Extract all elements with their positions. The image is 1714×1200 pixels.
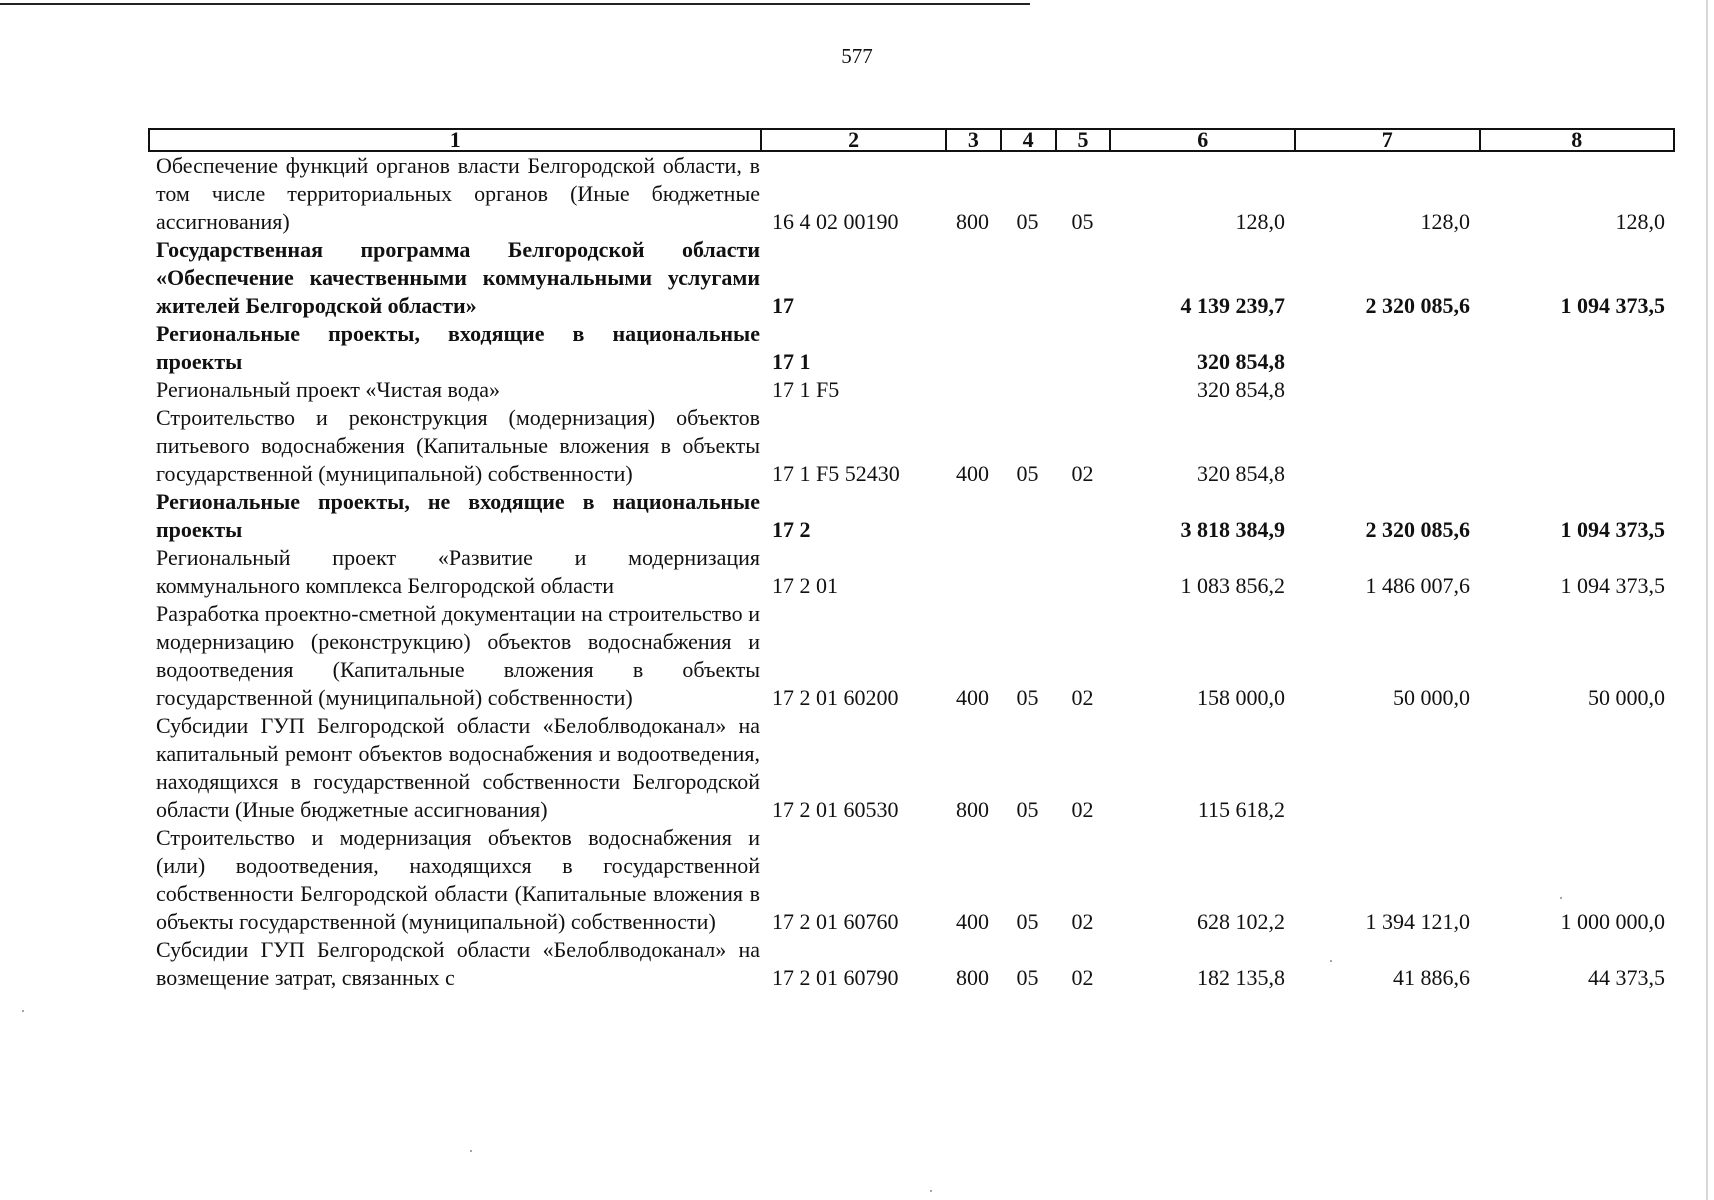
row-code: 17 1 F5	[772, 377, 840, 402]
row-name: Региональные проекты, входящие в национальные проекты	[156, 321, 760, 374]
row-name: Разработка проектно-сметной документации на строительство и модернизацию (реконструкцию) объектов водоснабжения и водоотведения (Капитальные вложения в объекты государственной (муниципальной) собственности)	[156, 601, 760, 710]
row-name: Государственная программа Белгородской области «Обеспечение качественными коммунальными услугами жителей Белгородской области»	[156, 237, 760, 318]
row-col-6: 628 102,2	[1197, 909, 1285, 934]
row-col-7: 128,0	[1420, 209, 1470, 234]
row-col-8: 1 094 373,5	[1560, 293, 1665, 318]
scan-speck	[1560, 897, 1562, 899]
row-code: 17 2 01 60790	[772, 965, 899, 990]
header-col-2: 2	[760, 130, 945, 150]
scan-speck	[22, 1010, 24, 1012]
row-name: Региональный проект «Развитие и модернизация коммунального комплекса Белгородской области	[156, 545, 760, 598]
row-code: 17 2 01	[772, 573, 838, 598]
header-col-5: 5	[1055, 130, 1110, 150]
row-col-6: 320 854,8	[1197, 461, 1285, 486]
row-col-4: 05	[1016, 965, 1039, 990]
row-col-5: 05	[1071, 209, 1094, 234]
table-row	[148, 376, 1675, 404]
row-col-6: 320 854,8	[1197, 377, 1285, 402]
row-col-8: 1 094 373,5	[1560, 573, 1665, 598]
row-col-6: 128,0	[1235, 209, 1285, 234]
row-name: Обеспечение функций органов власти Белгородской области, в том числе территориальных органов (Иные бюджетные ассигнования)	[156, 153, 760, 234]
header-col-6: 6	[1109, 130, 1294, 150]
row-col-3: 400	[956, 685, 989, 710]
scan-speck	[470, 1150, 472, 1152]
page-number: 577	[841, 44, 873, 68]
table-row	[148, 600, 1675, 712]
budget-table	[148, 128, 1675, 992]
row-col-6: 1 083 856,2	[1180, 573, 1285, 598]
row-col-6: 182 135,8	[1197, 965, 1285, 990]
table-row	[148, 824, 1675, 936]
row-col-6: 320 854,8	[1197, 349, 1285, 374]
row-col-7: 1 394 121,0	[1365, 909, 1470, 934]
row-col-5: 02	[1071, 461, 1094, 486]
header-col-4: 4	[1000, 130, 1055, 150]
row-name: Строительство и реконструкция (модернизация) объектов питьевого водоснабжения (Капитальные вложения в объекты государственной (муниципальной) собственности)	[156, 405, 760, 486]
row-name: Субсидии ГУП Белгородской области «Белоблводоканал» на капитальный ремонт объектов водоснабжения и водоотведения, находящихся в государственной собственности Белгородской области (Иные бюджетные ассигнования)	[156, 713, 760, 822]
row-col-4: 05	[1016, 209, 1039, 234]
row-code: 17 2 01 60200	[772, 685, 899, 710]
row-col-8: 1 000 000,0	[1560, 909, 1665, 934]
table-row	[148, 320, 1675, 376]
row-code: 17 2	[772, 517, 811, 542]
header-col-8: 8	[1479, 130, 1673, 150]
row-col-8: 50 000,0	[1588, 685, 1665, 710]
row-col-5: 02	[1071, 965, 1094, 990]
row-col-7: 2 320 085,6	[1365, 517, 1470, 542]
row-col-7: 50 000,0	[1393, 685, 1470, 710]
header-col-7: 7	[1294, 130, 1479, 150]
row-col-6: 3 818 384,9	[1180, 517, 1285, 542]
row-code: 17	[772, 293, 794, 318]
row-col-7: 41 886,6	[1393, 965, 1470, 990]
table-row	[148, 236, 1675, 320]
table-row	[148, 152, 1675, 236]
row-name: Региональные проекты, не входящие в национальные проекты	[156, 489, 760, 542]
row-col-4: 05	[1016, 909, 1039, 934]
table-header	[148, 128, 1675, 152]
scan-speck	[930, 1190, 932, 1192]
row-code: 16 4 02 00190	[772, 209, 899, 234]
table-row	[148, 404, 1675, 488]
row-col-3: 800	[956, 965, 989, 990]
table-row	[148, 544, 1675, 600]
row-col-5: 02	[1071, 685, 1094, 710]
scan-speck	[1330, 960, 1332, 962]
row-col-8: 1 094 373,5	[1560, 517, 1665, 542]
table-row	[148, 712, 1675, 824]
row-code: 17 2 01 60760	[772, 909, 899, 934]
top-rule	[0, 3, 1030, 5]
row-col-3: 400	[956, 461, 989, 486]
header-col-3: 3	[945, 130, 1000, 150]
row-col-6: 115 618,2	[1197, 797, 1285, 822]
row-col-6: 158 000,0	[1197, 685, 1285, 710]
row-col-7: 1 486 007,6	[1365, 573, 1470, 598]
row-col-4: 05	[1016, 685, 1039, 710]
row-col-3: 800	[956, 209, 989, 234]
row-name: Субсидии ГУП Белгородской области «Белоблводоканал» на возмещение затрат, связанных с	[156, 937, 760, 990]
row-code: 17 1	[772, 349, 811, 374]
row-name: Региональный проект «Чистая вода»	[156, 377, 501, 402]
row-col-5: 02	[1071, 909, 1094, 934]
row-code: 17 2 01 60530	[772, 797, 899, 822]
row-col-3: 800	[956, 797, 989, 822]
table-row	[148, 488, 1675, 544]
header-col-1: 1	[449, 127, 461, 152]
row-col-3: 400	[956, 909, 989, 934]
row-name: Строительство и модернизация объектов водоснабжения и (или) водоотведения, находящихся в государственной собственности Белгородской области (Капитальные вложения в объекты государственной (муниципальной) собственности)	[156, 825, 760, 934]
page-edge	[1706, 0, 1708, 1200]
row-col-4: 05	[1016, 461, 1039, 486]
row-code: 17 1 F5 52430	[772, 461, 900, 486]
row-col-7: 2 320 085,6	[1365, 293, 1470, 318]
row-col-4: 05	[1016, 797, 1039, 822]
table-row	[148, 936, 1675, 992]
row-col-8: 128,0	[1615, 209, 1665, 234]
row-col-8: 44 373,5	[1588, 965, 1665, 990]
row-col-6: 4 139 239,7	[1180, 293, 1285, 318]
row-col-5: 02	[1071, 797, 1094, 822]
table-body	[148, 152, 1675, 992]
